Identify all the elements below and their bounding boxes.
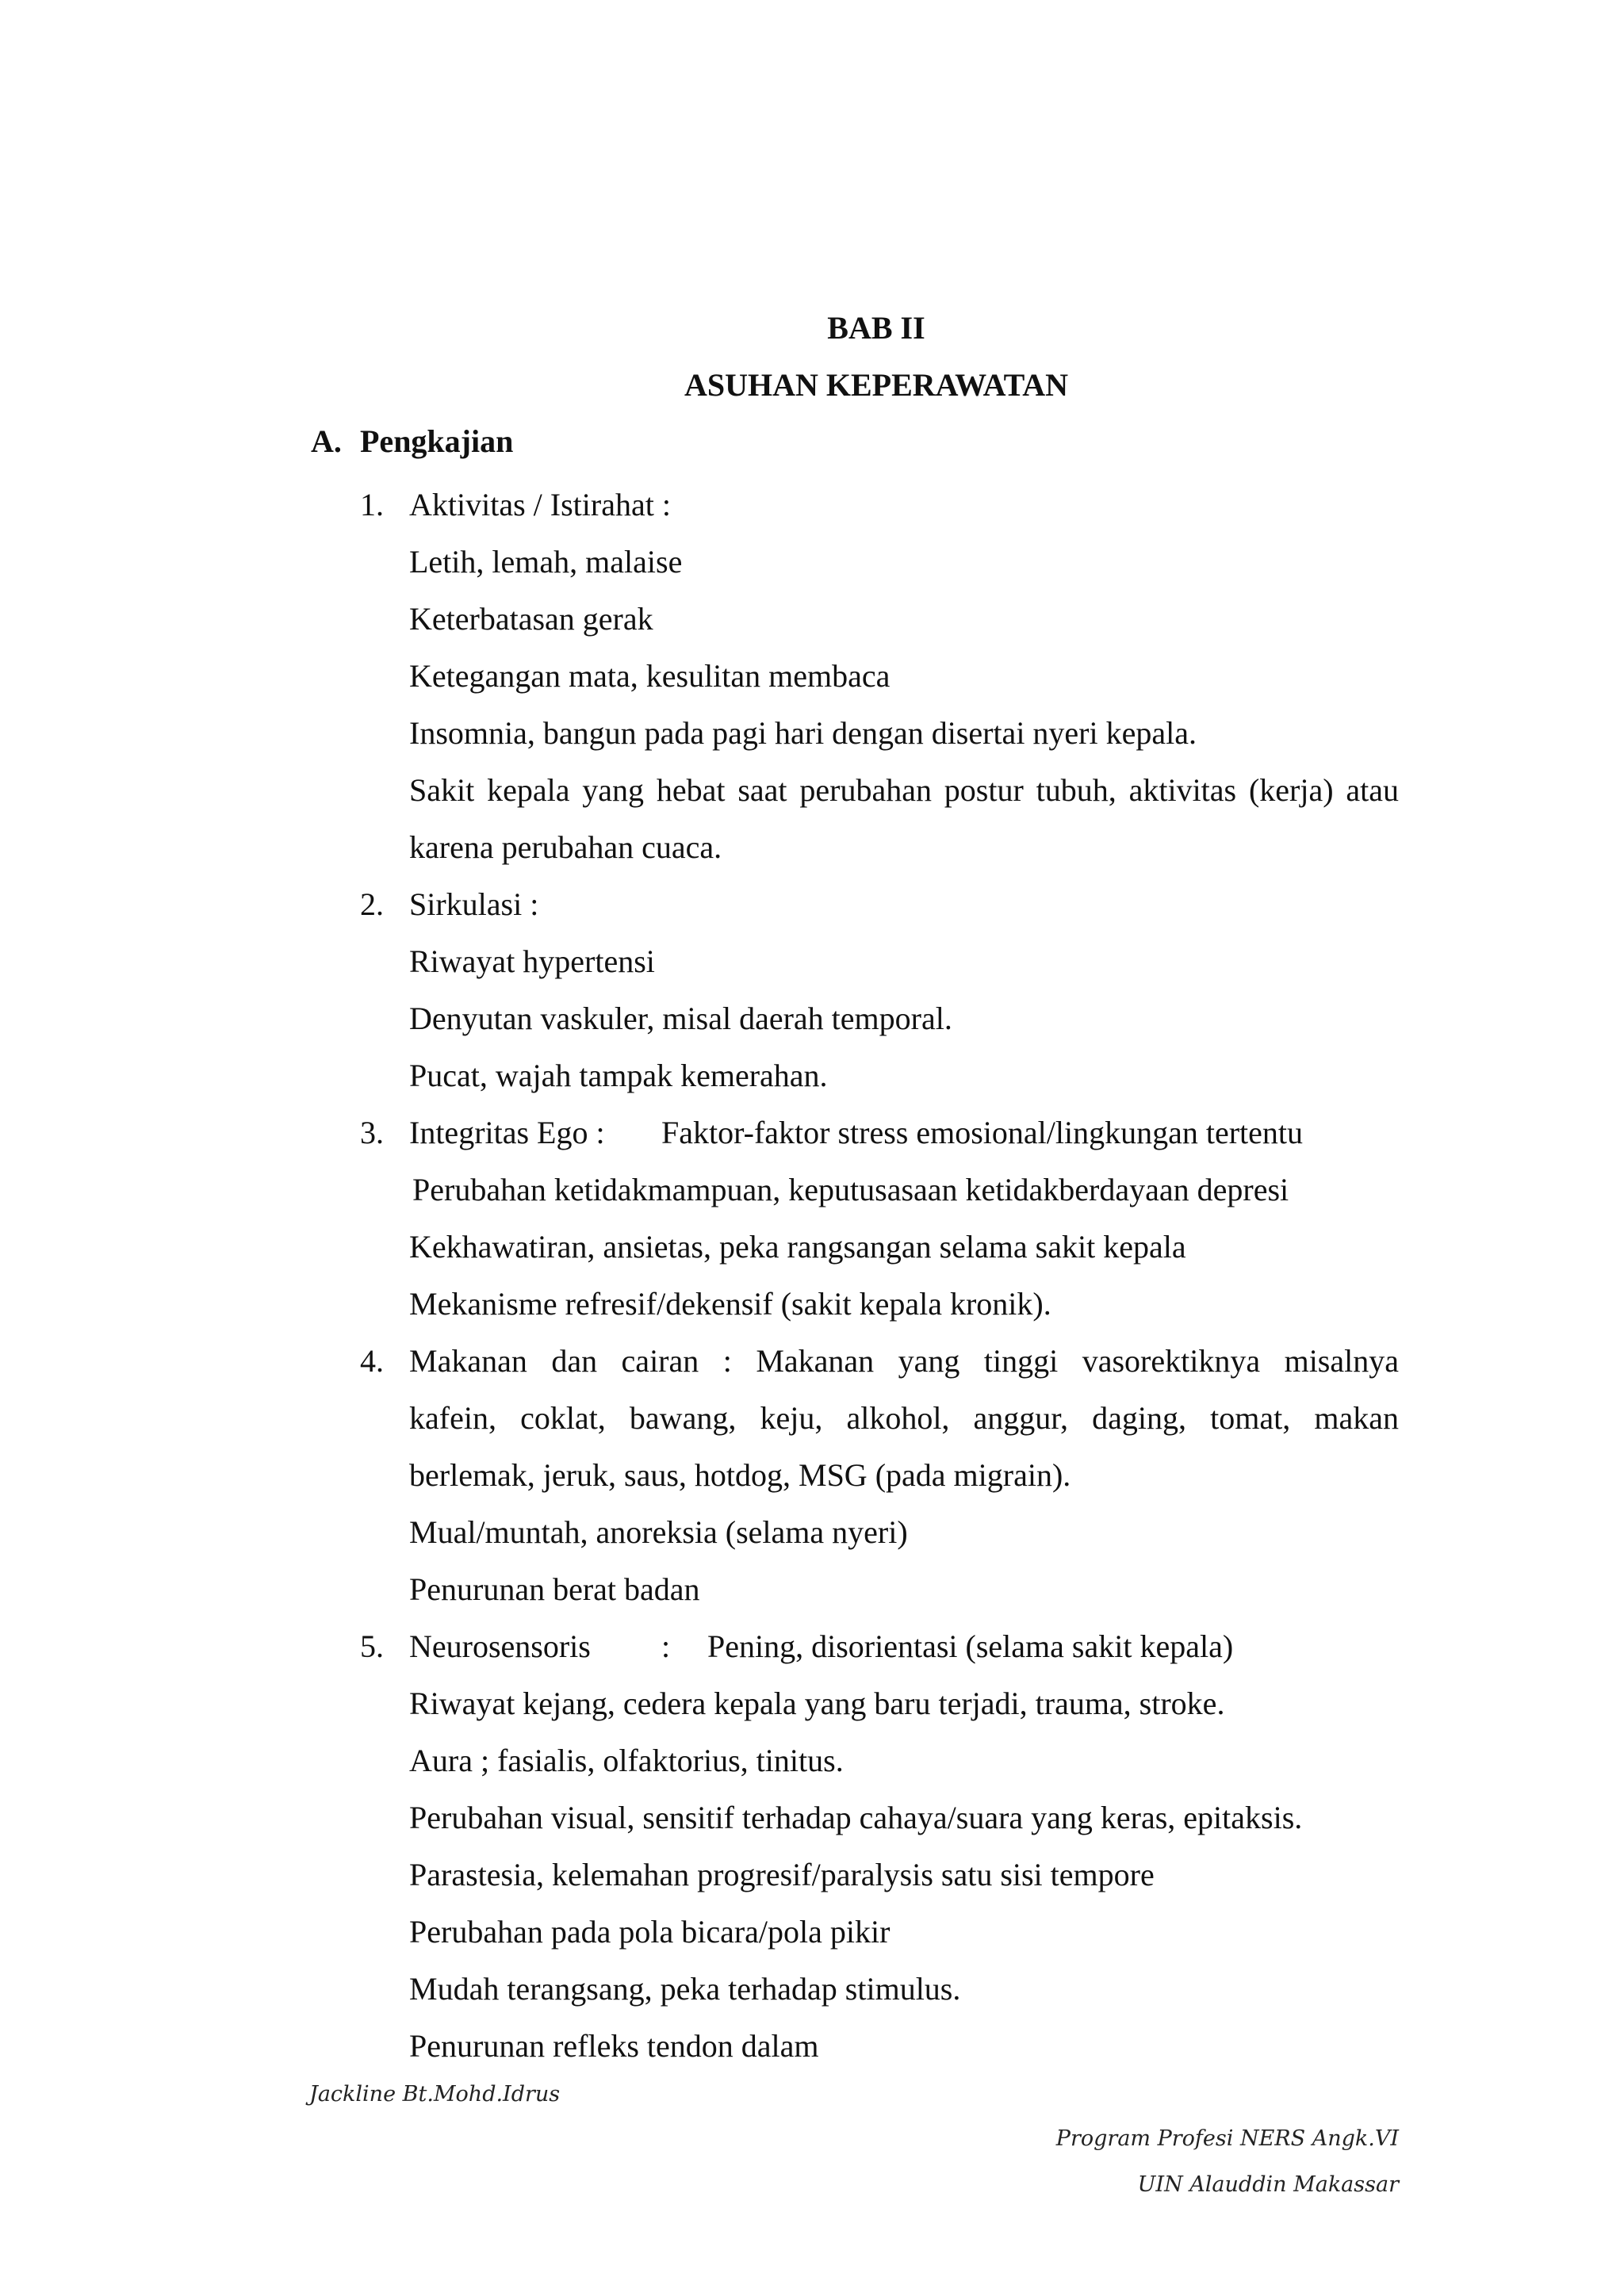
item-line: Parastesia, kelemahan progresif/paralysis satu sisi tempore (409, 1857, 1155, 1892)
item-line: kafein, coklat, bawang, keju, alkohol, anggur, daging, tomat, makan (409, 1400, 1399, 1436)
list-item-makanan (360, 1333, 1399, 1618)
item-line: Ketegangan mata, kesulitan membaca (409, 658, 891, 694)
section-letter: A. (311, 423, 342, 459)
item-line: Pucat, wajah tampak kemerahan. (409, 1058, 828, 1093)
item-line: Perubahan ketidakmampuan, keputusasaan ketidakberdayaan depresi (412, 1172, 1289, 1207)
item-line: Sakit kepala yang hebat saat perubahan postur tubuh, aktivitas (kerja) atau (409, 772, 1399, 808)
list-item-aktivitas (360, 476, 1399, 876)
list-item-sirkulasi (360, 876, 1399, 1104)
item-label-separator: : (661, 1628, 671, 1664)
item-line: berlemak, jeruk, saus, hotdog, MSG (pada migrain). (409, 1457, 1071, 1493)
item-line: karena perubahan cuaca. (409, 829, 722, 865)
item-line: Perubahan pada pola bicara/pola pikir (409, 1914, 891, 1950)
section-heading (311, 423, 513, 461)
item-number: 4. (360, 1343, 384, 1379)
item-line: Mual/muntah, anoreksia (selama nyeri) (409, 1514, 908, 1550)
chapter-title: ASUHAN KEPERAWATAN (684, 367, 1069, 403)
item-line: Riwayat kejang, cedera kepala yang baru terjadi, trauma, stroke. (409, 1686, 1225, 1721)
item-line: Kekhawatiran, ansietas, peka rangsangan selama sakit kepala (409, 1229, 1186, 1265)
item-line: Penurunan refleks tendon dalam (409, 2028, 819, 2064)
item-line: Mudah terangsang, peka terhadap stimulus. (409, 1971, 961, 2007)
item-line: Denyutan vaskuler, misal daerah temporal. (409, 1001, 952, 1036)
item-line: Penurunan berat badan (409, 1571, 700, 1607)
item-line: Insomnia, bangun pada pagi hari dengan disertai nyeri kepala. (409, 715, 1197, 751)
item-number: 1. (360, 487, 384, 522)
item-number: 5. (360, 1628, 384, 1664)
item-number: 2. (360, 886, 384, 922)
item-label: Sirkulasi : (409, 886, 539, 922)
item-label-text: Faktor-faktor stress emosional/lingkungan tertentu (661, 1115, 1304, 1150)
item-line: Perubahan visual, sensitif terhadap cahaya/suara yang keras, epitaksis. (409, 1800, 1303, 1835)
item-line: Mekanisme refresif/dekensif (sakit kepala kronik). (409, 1286, 1051, 1322)
item-line: Keterbatasan gerak (409, 601, 653, 637)
section-title: Pengkajian (360, 423, 514, 459)
item-line: Riwayat hypertensi (409, 943, 655, 979)
footer-program: Program Profesi NERS Angk.VI (1055, 2126, 1399, 2151)
item-label-text: Pening, disorientasi (selama sakit kepala) (707, 1628, 1234, 1664)
footer-author: Jackline Bt.Mohd.Idrus (309, 2082, 561, 2107)
item-label: Integritas Ego : (409, 1115, 605, 1150)
item-label: Neurosensoris (409, 1628, 591, 1664)
item-number: 3. (360, 1115, 384, 1150)
list-item-integritas-ego (360, 1104, 1399, 1333)
item-label-row (409, 1618, 1399, 1675)
item-line: Aura ; fasialis, olfaktorius, tinitus. (409, 1743, 844, 1778)
item-label-row (409, 1104, 1399, 1161)
footer-institution: UIN Alauddin Makassar (1137, 2172, 1399, 2197)
item-line: Letih, lemah, malaise (409, 544, 683, 580)
item-label: Aktivitas / Istirahat : (409, 487, 671, 522)
item-label: Makanan dan cairan : Makanan yang tinggi vasorektiknya misalnya (409, 1343, 1399, 1379)
chapter-heading: BAB II (827, 310, 925, 346)
list-item-neurosensoris (360, 1618, 1399, 2075)
assessment-list (360, 476, 1399, 2075)
